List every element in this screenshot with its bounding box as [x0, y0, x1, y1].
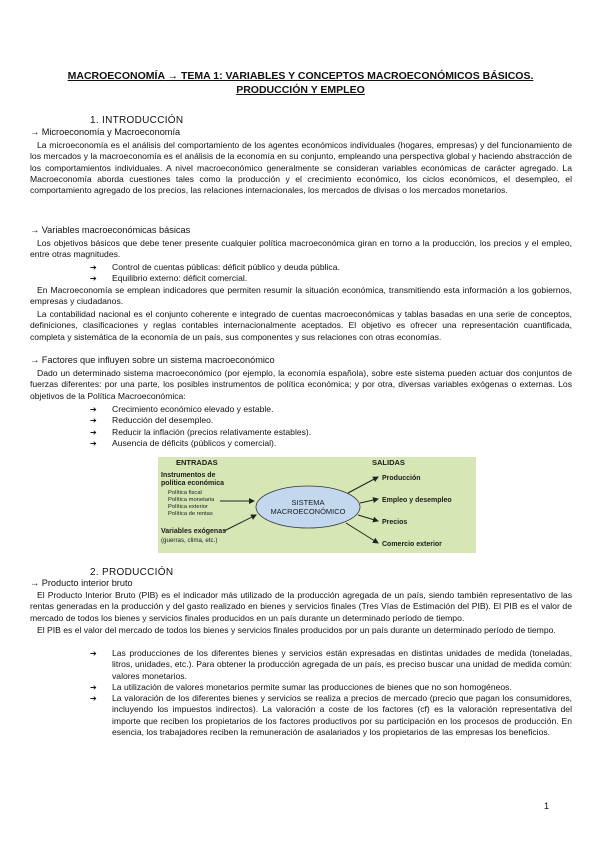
paragraph-micro-macro: La microeconomía es el análisis del comportamiento de los agentes económicos individuales (hogares, empresas) y del funcionamiento de los mercados y la macroeconomía es el análisis de la economía en su conjunto, empleando una perspectiva global y haciendo abstracción de los comportamientos individuales. A nivel macroeconómico generalmente se consideran variables económicas de carácter agregado. La Macroeconomía aborda cuestiones tales como la producción y el crecimiento económico, los ciclos económicos, el desempleo, el comportamiento agregado de los precios, las relaciones internacionales, los mercados de divisas o los mercados monetarios.	[30, 140, 572, 196]
diagram-instrumentos-label: Instrumentos de	[161, 472, 216, 479]
arrow-icon: ➔	[90, 682, 97, 692]
arrow-icon: ➔	[90, 427, 97, 437]
paragraph-pib-valor: El PIB es el valor del mercado de todos los bienes y servicios finales producidos por un país durante un determinado período de tiempo.	[37, 625, 556, 635]
list-item: ➔ Ausencia de déficits (públicos y comercial).	[90, 437, 277, 448]
diagram-center-label: MACROECONÓMICO	[270, 507, 346, 516]
subheading-micro-macro: → Microeconomía y Macroeconomía	[30, 127, 181, 137]
section-heading-introduccion: 1. INTRODUCCIÓN	[90, 115, 184, 126]
list-item: ➔ Crecimiento económico elevado y estable.	[90, 404, 274, 414]
macroeconomic-system-diagram	[158, 457, 476, 553]
list-item: ➔ La valoración de los diferentes bienes y servicios se realiza a precios de mercado (precio que pagan los consumidores, incluyendo los impuestos indirectos). La valoración a coste de los factores (cf) es la valoración representativa del importe que reciben los propietarios de los factores productivos por su participación en los procesos de producción. En esencia, los trabajadores reciben la remuneración de asalariados y los propietarios de las empresas los beneficios.	[90, 693, 572, 738]
diagram-output: Comercio exterior	[382, 541, 442, 548]
diagram-variables-examples: (guerras, clima, etc.)	[161, 537, 218, 544]
bullet-list-pib	[90, 648, 572, 738]
diagram-variables-label: Variables exógenas	[161, 528, 226, 535]
diagram-output: Producción	[382, 475, 421, 482]
list-item: ➔ Equilibrio externo: déficit comercial.	[90, 273, 248, 284]
title-course: MACROECONOMÍA	[67, 70, 165, 82]
arrow-icon: ➔	[90, 263, 97, 272]
diagram-output: Empleo y desempleo	[382, 497, 452, 504]
arrow-icon: ➔	[90, 405, 97, 414]
title-line2: PRODUCCIÓN Y EMPLEO	[236, 84, 365, 96]
arrow-icon: ➔	[90, 694, 97, 704]
diagram-input: Política fiscal	[168, 490, 202, 496]
diagram-output: Precios	[382, 519, 408, 526]
diagram-input: Política monetaria	[168, 497, 215, 503]
paragraph-sistema: Dado un determinado sistema macroeconómico (por ejemplo, la economía española), sobre este sistema pueden actuar dos conjuntos de fuerzas diferentes: por una parte, los posibles instrumentos de política económica; y por otra, diversas variables exógenas o externas. Los objetivos de la Política Macroeconómica:	[30, 368, 572, 401]
list-item: ➔ Reducción del desempleo.	[90, 415, 214, 426]
diagram-salidas-label: SALIDAS	[372, 458, 405, 467]
list-item: ➔ Reducir la inflación (precios relativamente estables).	[90, 426, 312, 437]
subheading-pib: → Producto interior bruto	[30, 578, 133, 588]
list-item: ➔ La utilización de valores monetarios permite sumar las producciones de bienes que no son homogéneos.	[90, 681, 512, 692]
paragraph-pib-definicion: El Producto Interior Bruto (PIB) es el indicador más utilizado de la producción agregada de un país, siendo también representativo de las rentas generadas en la producción y del gasto realizado en bienes y servicios finales (Tres Vías de Estimación del PIB). El PIB es el valor de mercado de todos los bienes y servicios finales producidos en un país durante un determinado período de tiempo.	[30, 590, 572, 623]
diagram-politica-label: política económica	[161, 480, 225, 487]
paragraph-contabilidad: La contabilidad nacional es el conjunto coherente e integrado de cuentas macroeconómicas y tablas basadas en una serie de conceptos, definiciones, clasificaciones y reglas contables internacionalmente aceptados. El objetivo es ofrecer una representación cuantificada, completa y sistemática de la economía de un país, sus componentes y sus relaciones con otras economías.	[30, 309, 572, 342]
paragraph-indicadores: En Macroeconomía se emplean indicadores que permiten resumir la situación económica, transmitiendo esta información a los gobiernos, empresas y ciudadanos.	[30, 285, 572, 307]
page-number: 1	[543, 801, 549, 811]
title-arrow: →	[164, 70, 181, 82]
section-heading-produccion: 2. PRODUCCIÓN	[90, 567, 174, 578]
diagram-center-label: SISTEMA	[291, 498, 325, 507]
document-title	[28, 69, 573, 97]
diagram-input: Política exterior	[168, 504, 208, 510]
title-topic: TEMA 1: VARIABLES Y CONCEPTOS MACROECONÓMICOS BÁSICOS.	[181, 70, 534, 82]
arrow-icon: ➔	[90, 649, 97, 658]
subheading-factores: → Factores que influyen sobre un sistema macroeconómico	[30, 355, 275, 365]
list-item: ➔ Las producciones de los diferentes bienes y servicios están expresadas en distintas unidades de medida (toneladas, litros, unidades, etc.). Para obtener la producción agregada de un país, es preciso buscar una unidad de medida común: valores monetarios.	[90, 648, 572, 681]
diagram-input: Política de rentas	[168, 511, 213, 517]
bullet-list-variables	[90, 262, 560, 285]
subheading-variables: → Variables macroeconómicas básicas	[30, 225, 191, 235]
bullet-list-objetivos	[90, 404, 560, 449]
list-item: ➔ Control de cuentas públicas: déficit público y deuda pública.	[90, 262, 340, 272]
arrow-icon: ➔	[90, 416, 97, 426]
paragraph-objetivos: Los objetivos básicos que debe tener presente cualquier política macroeconómica giran en torno a la producción, los precios y el empleo, entre otras magnitudes.	[30, 238, 572, 260]
arrow-icon: ➔	[90, 274, 97, 284]
diagram-entradas-label: ENTRADAS	[176, 458, 218, 467]
arrow-icon: ➔	[90, 438, 97, 448]
